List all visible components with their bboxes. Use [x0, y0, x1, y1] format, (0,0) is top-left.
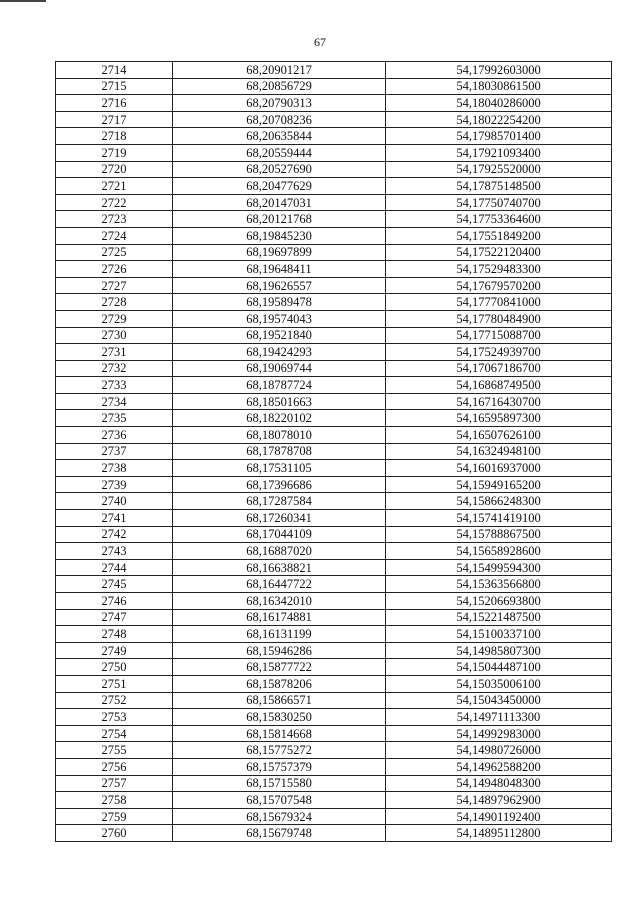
table-row [56, 294, 612, 311]
point-number-cell: 2756 [56, 758, 173, 775]
x-coordinate-cell: 68,16887020 [173, 543, 386, 560]
table-row [56, 111, 612, 128]
x-coordinate-cell: 68,17878708 [173, 443, 386, 460]
x-coordinate-cell: 68,20635844 [173, 128, 386, 145]
point-number-cell: 2723 [56, 211, 173, 228]
y-coordinate-cell: 54,16016937000 [386, 460, 612, 477]
y-coordinate-cell: 54,15100337100 [386, 626, 612, 643]
x-coordinate-cell: 68,15707548 [173, 792, 386, 809]
point-number-cell: 2738 [56, 460, 173, 477]
point-number-cell: 2751 [56, 675, 173, 692]
table-row [56, 344, 612, 361]
point-number-cell: 2733 [56, 377, 173, 394]
y-coordinate-cell: 54,18030861500 [386, 78, 612, 95]
point-number-cell: 2742 [56, 526, 173, 543]
point-number-cell: 2746 [56, 593, 173, 610]
point-number-cell: 2743 [56, 543, 173, 560]
scan-corner-mark [0, 0, 46, 2]
x-coordinate-cell: 68,15775272 [173, 742, 386, 759]
point-number-cell: 2719 [56, 144, 173, 161]
point-number-cell: 2758 [56, 792, 173, 809]
x-coordinate-cell: 68,16447722 [173, 576, 386, 593]
point-number-cell: 2717 [56, 111, 173, 128]
y-coordinate-cell: 54,14897962900 [386, 792, 612, 809]
y-coordinate-cell: 54,14895112800 [386, 825, 612, 842]
point-number-cell: 2727 [56, 277, 173, 294]
x-coordinate-cell: 68,16342010 [173, 593, 386, 610]
point-number-cell: 2759 [56, 808, 173, 825]
y-coordinate-cell: 54,17551849200 [386, 227, 612, 244]
y-coordinate-cell: 54,15043450000 [386, 692, 612, 709]
y-coordinate-cell: 54,16507626100 [386, 427, 612, 444]
table-row [56, 576, 612, 593]
x-coordinate-cell: 68,15878206 [173, 675, 386, 692]
point-number-cell: 2729 [56, 310, 173, 327]
point-number-cell: 2735 [56, 410, 173, 427]
x-coordinate-cell: 68,19589478 [173, 294, 386, 311]
y-coordinate-cell: 54,15788867500 [386, 526, 612, 543]
point-number-cell: 2720 [56, 161, 173, 178]
point-number-cell: 2714 [56, 62, 173, 79]
table-row [56, 808, 612, 825]
y-coordinate-cell: 54,14948048300 [386, 775, 612, 792]
x-coordinate-cell: 68,18501663 [173, 393, 386, 410]
point-number-cell: 2718 [56, 128, 173, 145]
y-coordinate-cell: 54,17925520000 [386, 161, 612, 178]
table-row [56, 493, 612, 510]
point-number-cell: 2749 [56, 642, 173, 659]
y-coordinate-cell: 54,17067186700 [386, 360, 612, 377]
x-coordinate-cell: 68,17396686 [173, 476, 386, 493]
x-coordinate-cell: 68,20147031 [173, 194, 386, 211]
table-row [56, 244, 612, 261]
coordinates-table-body [56, 62, 612, 842]
x-coordinate-cell: 68,15866571 [173, 692, 386, 709]
y-coordinate-cell: 54,17770841000 [386, 294, 612, 311]
y-coordinate-cell: 54,17985701400 [386, 128, 612, 145]
point-number-cell: 2715 [56, 78, 173, 95]
y-coordinate-cell: 54,14980726000 [386, 742, 612, 759]
point-number-cell: 2745 [56, 576, 173, 593]
x-coordinate-cell: 68,15814668 [173, 725, 386, 742]
y-coordinate-cell: 54,17753364600 [386, 211, 612, 228]
x-coordinate-cell: 68,20477629 [173, 178, 386, 195]
y-coordinate-cell: 54,15221487500 [386, 609, 612, 626]
point-number-cell: 2722 [56, 194, 173, 211]
y-coordinate-cell: 54,17524939700 [386, 344, 612, 361]
x-coordinate-cell: 68,19574043 [173, 310, 386, 327]
x-coordinate-cell: 68,15679748 [173, 825, 386, 842]
point-number-cell: 2741 [56, 510, 173, 527]
table-row [56, 194, 612, 211]
x-coordinate-cell: 68,15757379 [173, 758, 386, 775]
table-row [56, 144, 612, 161]
y-coordinate-cell: 54,16868749500 [386, 377, 612, 394]
point-number-cell: 2734 [56, 393, 173, 410]
point-number-cell: 2748 [56, 626, 173, 643]
x-coordinate-cell: 68,16638821 [173, 559, 386, 576]
table-row [56, 626, 612, 643]
table-row [56, 261, 612, 278]
table-row [56, 277, 612, 294]
point-number-cell: 2744 [56, 559, 173, 576]
point-number-cell: 2721 [56, 178, 173, 195]
x-coordinate-cell: 68,20559444 [173, 144, 386, 161]
table-row [56, 476, 612, 493]
y-coordinate-cell: 54,14992983000 [386, 725, 612, 742]
y-coordinate-cell: 54,17780484900 [386, 310, 612, 327]
table-row [56, 675, 612, 692]
table-row [56, 725, 612, 742]
point-number-cell: 2747 [56, 609, 173, 626]
y-coordinate-cell: 54,15363566800 [386, 576, 612, 593]
table-row [56, 360, 612, 377]
table-row [56, 410, 612, 427]
y-coordinate-cell: 54,17679570200 [386, 277, 612, 294]
y-coordinate-cell: 54,15741419100 [386, 510, 612, 527]
table-row [56, 377, 612, 394]
table-row [56, 593, 612, 610]
x-coordinate-cell: 68,17260341 [173, 510, 386, 527]
x-coordinate-cell: 68,20901217 [173, 62, 386, 79]
table-row [56, 78, 612, 95]
table-row [56, 62, 612, 79]
y-coordinate-cell: 54,17715088700 [386, 327, 612, 344]
table-row [56, 659, 612, 676]
table-row [56, 609, 612, 626]
point-number-cell: 2755 [56, 742, 173, 759]
x-coordinate-cell: 68,20790313 [173, 95, 386, 112]
point-number-cell: 2725 [56, 244, 173, 261]
table-row [56, 128, 612, 145]
y-coordinate-cell: 54,18022254200 [386, 111, 612, 128]
x-coordinate-cell: 68,15877722 [173, 659, 386, 676]
x-coordinate-cell: 68,15679324 [173, 808, 386, 825]
x-coordinate-cell: 68,19424293 [173, 344, 386, 361]
x-coordinate-cell: 68,16174881 [173, 609, 386, 626]
table-row [56, 692, 612, 709]
table-row [56, 758, 612, 775]
table-row [56, 443, 612, 460]
table-row [56, 161, 612, 178]
point-number-cell: 2726 [56, 261, 173, 278]
table-row [56, 825, 612, 842]
table-row [56, 526, 612, 543]
table-row [56, 310, 612, 327]
table-row [56, 510, 612, 527]
table-row [56, 642, 612, 659]
point-number-cell: 2732 [56, 360, 173, 377]
x-coordinate-cell: 68,20856729 [173, 78, 386, 95]
x-coordinate-cell: 68,19845230 [173, 227, 386, 244]
point-number-cell: 2750 [56, 659, 173, 676]
point-number-cell: 2724 [56, 227, 173, 244]
table-row [56, 95, 612, 112]
y-coordinate-cell: 54,17522120400 [386, 244, 612, 261]
y-coordinate-cell: 54,15044487100 [386, 659, 612, 676]
y-coordinate-cell: 54,15035006100 [386, 675, 612, 692]
y-coordinate-cell: 54,15866248300 [386, 493, 612, 510]
x-coordinate-cell: 68,19069744 [173, 360, 386, 377]
y-coordinate-cell: 54,15206693800 [386, 593, 612, 610]
x-coordinate-cell: 68,18787724 [173, 377, 386, 394]
point-number-cell: 2740 [56, 493, 173, 510]
table-row [56, 227, 612, 244]
y-coordinate-cell: 54,17921093400 [386, 144, 612, 161]
table-row [56, 393, 612, 410]
x-coordinate-cell: 68,16131199 [173, 626, 386, 643]
x-coordinate-cell: 68,18220102 [173, 410, 386, 427]
y-coordinate-cell: 54,16595897300 [386, 410, 612, 427]
x-coordinate-cell: 68,17044109 [173, 526, 386, 543]
point-number-cell: 2757 [56, 775, 173, 792]
y-coordinate-cell: 54,14985807300 [386, 642, 612, 659]
x-coordinate-cell: 68,17531105 [173, 460, 386, 477]
point-number-cell: 2716 [56, 95, 173, 112]
table-row [56, 559, 612, 576]
table-row [56, 427, 612, 444]
x-coordinate-cell: 68,19648411 [173, 261, 386, 278]
table-row [56, 543, 612, 560]
y-coordinate-cell: 54,15499594300 [386, 559, 612, 576]
y-coordinate-cell: 54,17529483300 [386, 261, 612, 278]
point-number-cell: 2728 [56, 294, 173, 311]
table-row [56, 178, 612, 195]
point-number-cell: 2736 [56, 427, 173, 444]
x-coordinate-cell: 68,17287584 [173, 493, 386, 510]
x-coordinate-cell: 68,19626557 [173, 277, 386, 294]
y-coordinate-cell: 54,15949165200 [386, 476, 612, 493]
y-coordinate-cell: 54,14962588200 [386, 758, 612, 775]
point-number-cell: 2752 [56, 692, 173, 709]
point-number-cell: 2730 [56, 327, 173, 344]
y-coordinate-cell: 54,14971113300 [386, 709, 612, 726]
table-row [56, 460, 612, 477]
y-coordinate-cell: 54,18040286000 [386, 95, 612, 112]
table-row [56, 742, 612, 759]
point-number-cell: 2731 [56, 344, 173, 361]
table-row [56, 792, 612, 809]
y-coordinate-cell: 54,14901192400 [386, 808, 612, 825]
x-coordinate-cell: 68,19697899 [173, 244, 386, 261]
x-coordinate-cell: 68,20708236 [173, 111, 386, 128]
table-row [56, 775, 612, 792]
y-coordinate-cell: 54,16324948100 [386, 443, 612, 460]
x-coordinate-cell: 68,20527690 [173, 161, 386, 178]
page-number: 67 [314, 35, 326, 49]
y-coordinate-cell: 54,17875148500 [386, 178, 612, 195]
table-row [56, 709, 612, 726]
point-number-cell: 2737 [56, 443, 173, 460]
x-coordinate-cell: 68,15946286 [173, 642, 386, 659]
y-coordinate-cell: 54,17750740700 [386, 194, 612, 211]
point-number-cell: 2753 [56, 709, 173, 726]
y-coordinate-cell: 54,16716430700 [386, 393, 612, 410]
y-coordinate-cell: 54,15658928600 [386, 543, 612, 560]
point-number-cell: 2760 [56, 825, 173, 842]
x-coordinate-cell: 68,20121768 [173, 211, 386, 228]
x-coordinate-cell: 68,15830250 [173, 709, 386, 726]
point-number-cell: 2739 [56, 476, 173, 493]
table-row [56, 327, 612, 344]
point-number-cell: 2754 [56, 725, 173, 742]
x-coordinate-cell: 68,18078010 [173, 427, 386, 444]
y-coordinate-cell: 54,17992603000 [386, 62, 612, 79]
table-row [56, 211, 612, 228]
x-coordinate-cell: 68,19521840 [173, 327, 386, 344]
coordinates-table [55, 61, 612, 842]
x-coordinate-cell: 68,15715580 [173, 775, 386, 792]
